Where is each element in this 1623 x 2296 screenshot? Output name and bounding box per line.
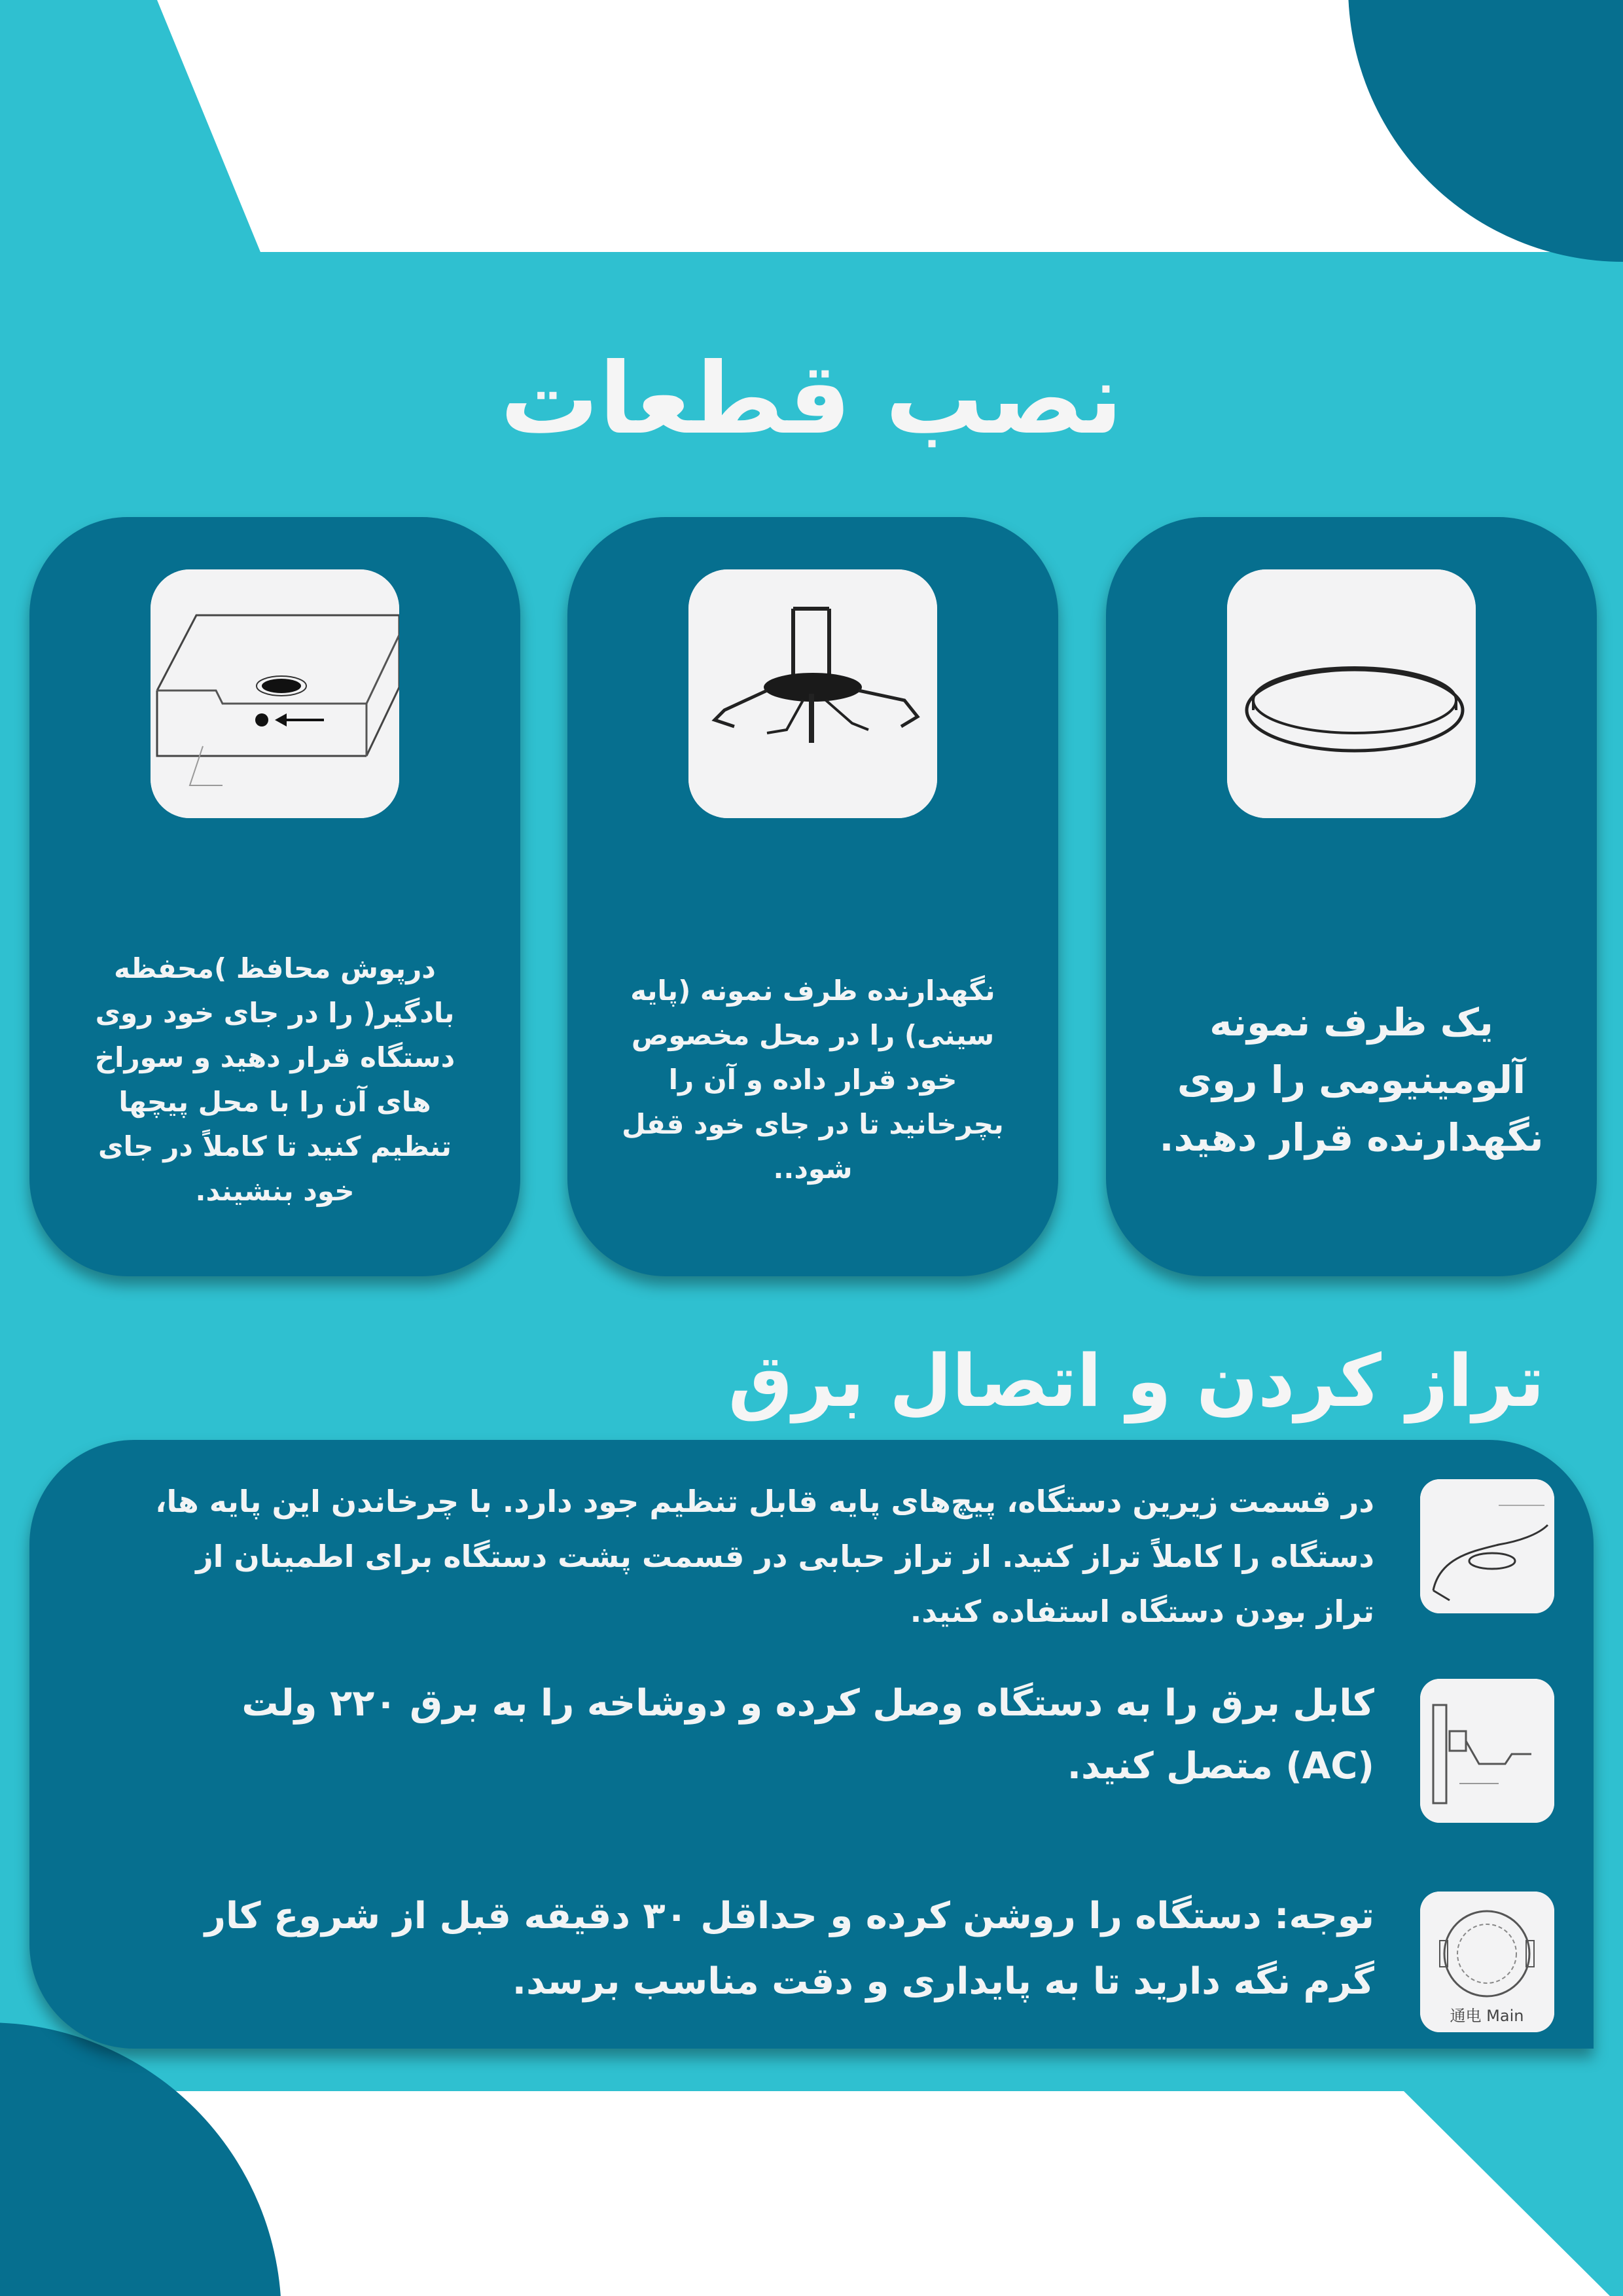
step-row-3 [147,1892,1554,2032]
step-3-text: توجه: دستگاه را روشن کرده و حداقل ۳۰ دقیقه قبل از شروع کار گرم نگه دارید تا به پایداری و دقت مناسب برسد. [204,1895,1374,2003]
draft-shield-box-image [151,569,399,818]
top-right-teal-circle [1348,0,1623,262]
instruction-card-2 [567,517,1058,1276]
step-2-text: کابل برق را به دستگاه وصل کرده و دوشاخه را به برق ۲۲۰ ولت (AC) متصل کنید. [241,1682,1374,1787]
pan-holder-stand-image [688,569,937,818]
instruction-card-3 [29,517,520,1276]
bottom-right-cyan-triangle [1400,2088,1623,2296]
step-1-text: در قسمت زیرین دستگاه، پیچ‌های پایه قابل تنظیم جود دارد. با چرخاندن این پایه ها، دستگاه را کاملاً تراز کنید. از تراز حبابی در قسمت پشت دستگاه برای اطمینان از تراز بودن دستگاه استفاده کنید. [155,1484,1374,1629]
card-2-text: نگهدارنده ظرف نمونه (پایه سینی) را در محل مخصوص خود قرار داده و آن را بچرخانید تا در جای خود قفل شود.. [622,975,1004,1185]
step-row-2 [147,1679,1554,1823]
card-3-text: درپوش محافظ )محفظه بادگیر( را در جای خود روی دستگاه قرار دهید و سوراخ های آن را با محل پیچها تنظیم کنید تا کاملاً در جای خود بنشیند. [94,952,455,1207]
warmup-device-image [1420,1892,1554,2032]
top-left-cyan-triangle [0,0,262,255]
step-row-1 [147,1479,1554,1639]
aluminum-sample-pan-image [1227,569,1476,818]
section-title-leveling: تراز کردن و اتصال برق [728,1339,1544,1423]
warmup-image-caption: 通电 Main [1450,2007,1524,2025]
card-1-text: یک ظرف نمونه آلومینیومی را روی نگهدارنده قرار دهید. [1159,1000,1544,1160]
leveling-foot-image [1420,1479,1554,1613]
leveling-power-panel [29,1440,1594,2049]
instruction-card-1 [1106,517,1597,1276]
power-cable-image [1420,1679,1554,1823]
page-title: نصب قطعات [500,342,1123,456]
